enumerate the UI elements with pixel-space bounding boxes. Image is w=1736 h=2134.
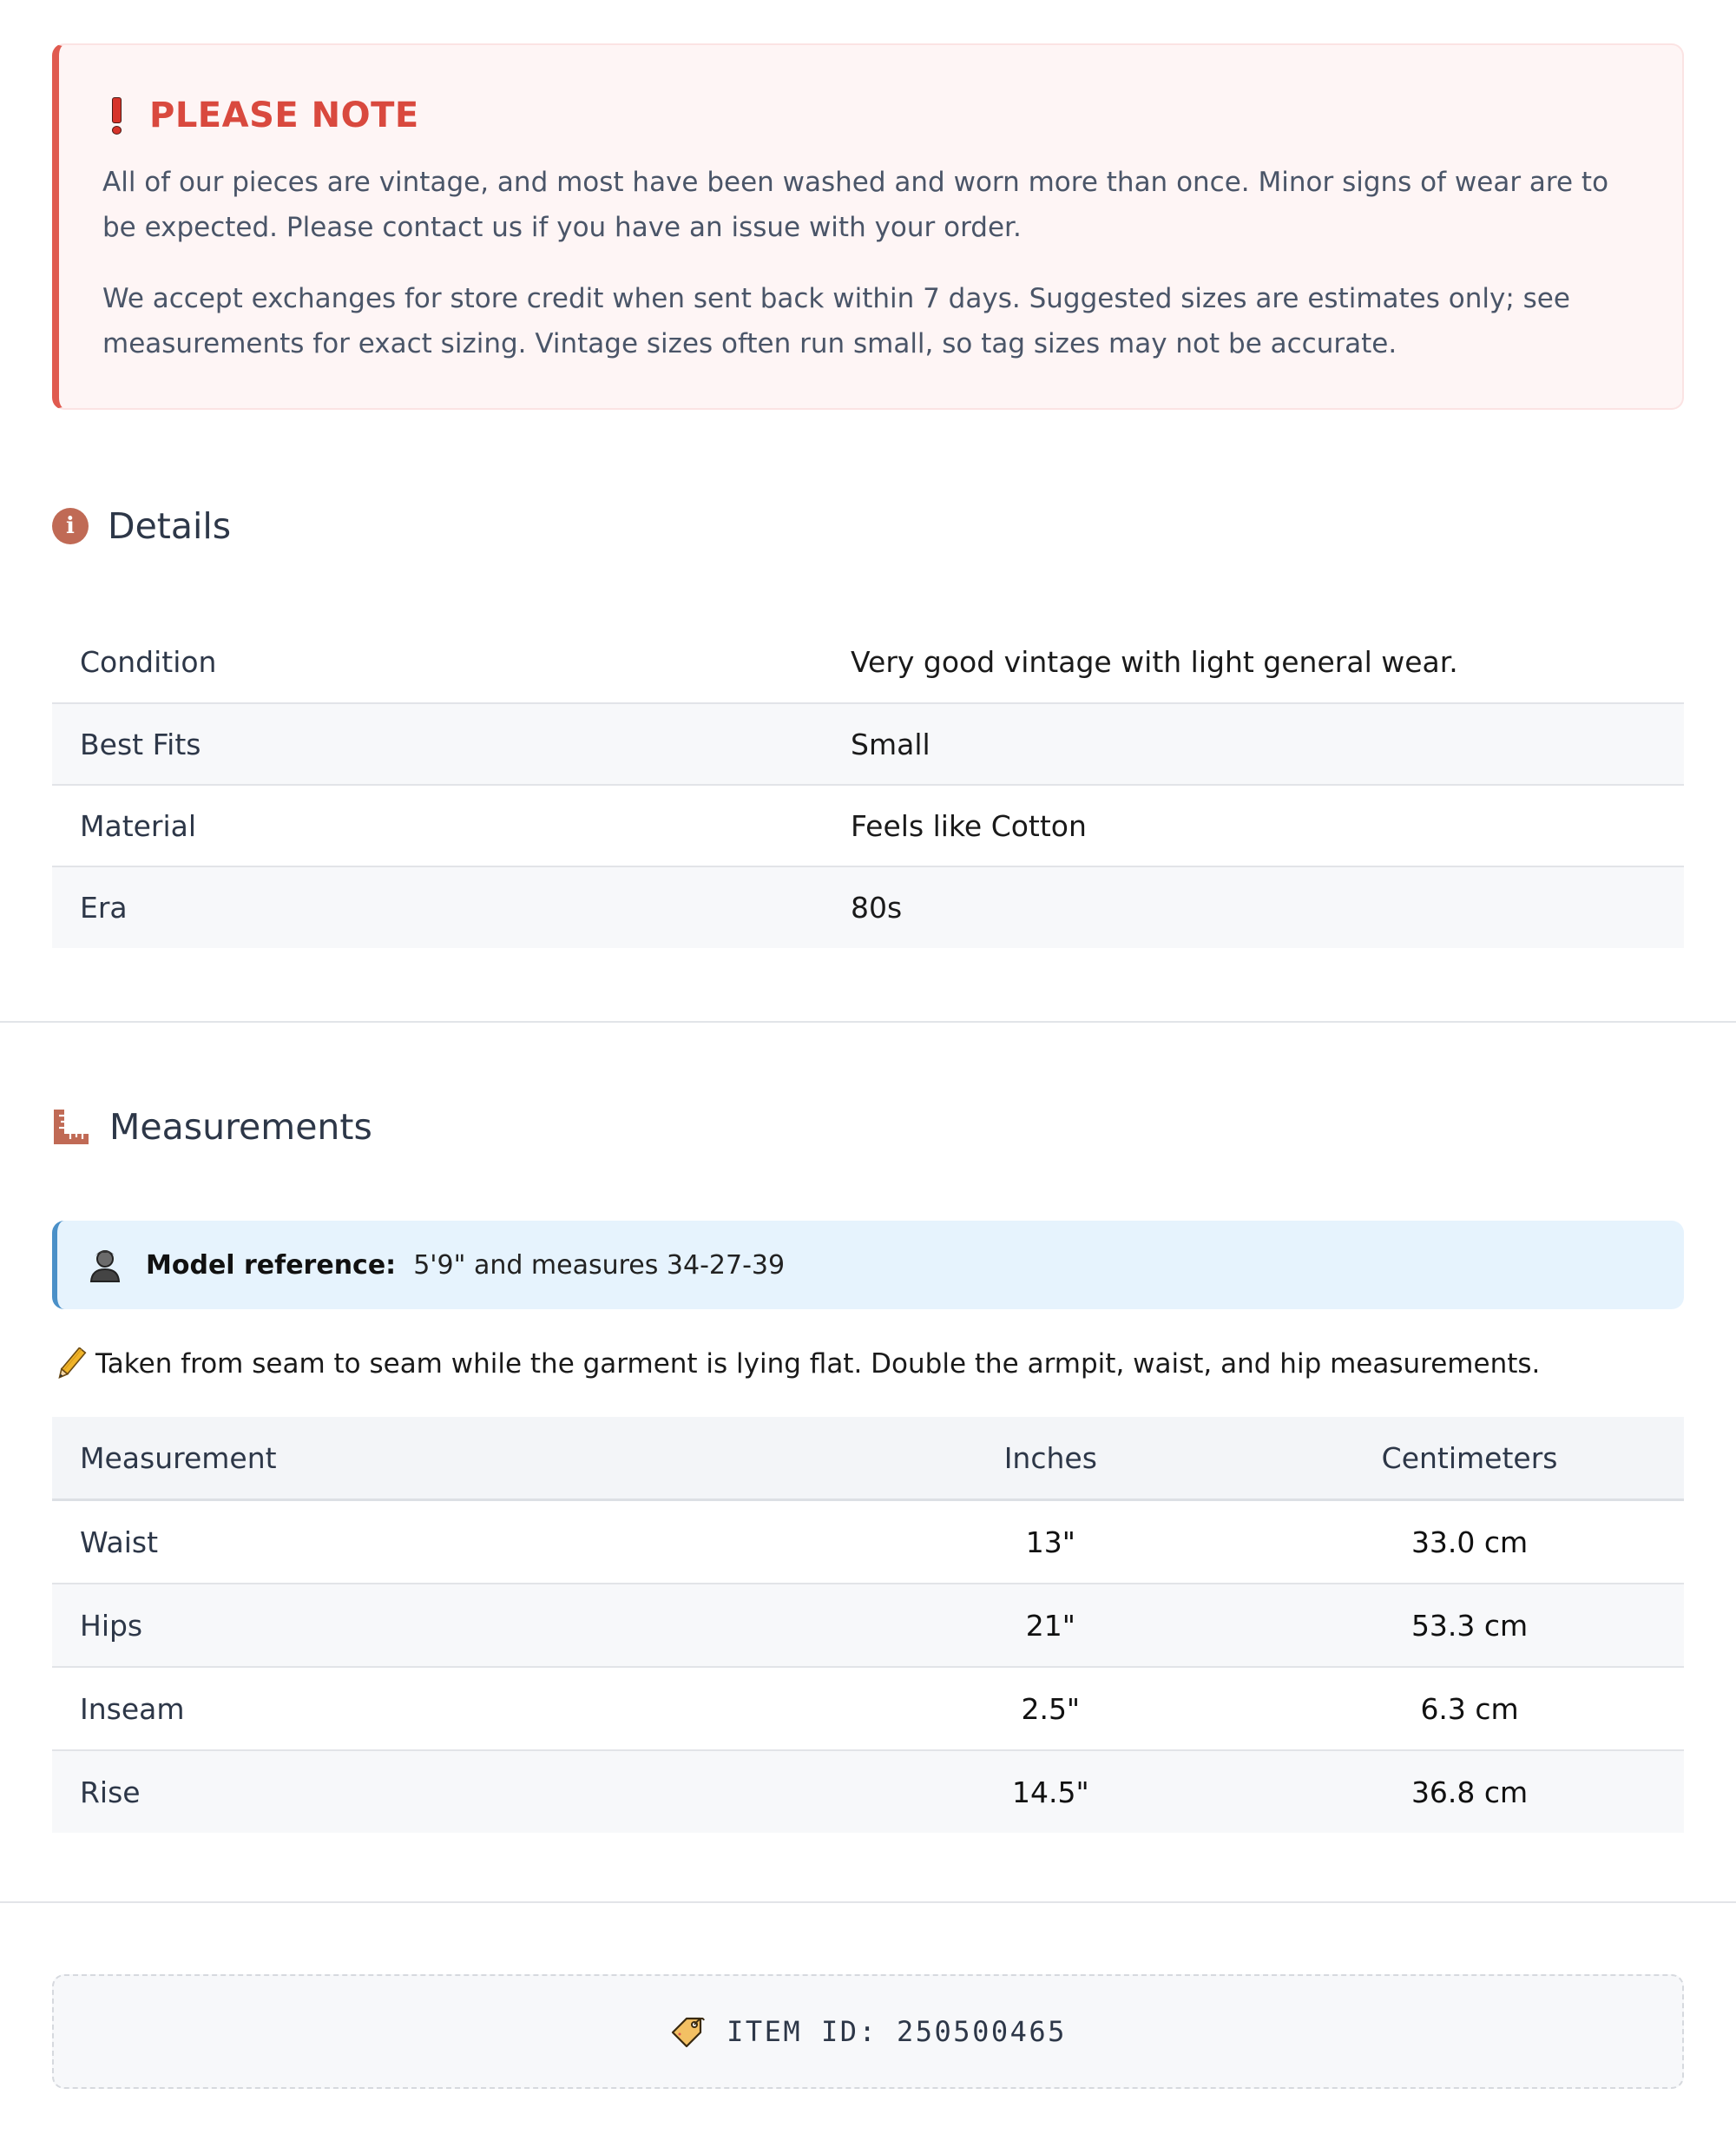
- note-paragraph-2: We accept exchanges for store credit when sent back within 7 days. Suggested sizes are estimates only; see measurements for exact sizing. Vintage sizes often run small, so tag sizes may not be accurate.: [102, 283, 1570, 359]
- measurements-heading-text: Measurements: [109, 1106, 372, 1148]
- measurement-inches: 14.5": [845, 1750, 1255, 1833]
- item-id-box: [52, 1974, 1684, 2089]
- details-heading: [52, 505, 231, 547]
- detail-label: Condition: [52, 622, 785, 703]
- note-paragraph-1: All of our pieces are vintage, and most have been washed and worn more than once. Minor signs of wear are to be expected. Please contact us if you have an issue with your order.: [102, 167, 1609, 243]
- section-divider: [0, 1021, 1736, 1023]
- table-header-row: [52, 1417, 1684, 1500]
- column-header: Inches: [845, 1417, 1255, 1500]
- model-reference-label: Model reference:: [146, 1249, 397, 1281]
- measurement-inches: 2.5": [845, 1667, 1255, 1750]
- details-heading-text: Details: [108, 505, 232, 547]
- item-id-text: ITEM ID: 250500465: [727, 2015, 1067, 2048]
- table-row: [52, 622, 1684, 703]
- measurement-name: Rise: [52, 1750, 845, 1833]
- detail-label: Best Fits: [52, 703, 785, 785]
- detail-value: Very good vintage with light general wear.: [785, 622, 1684, 703]
- measurement-cm: 36.8 cm: [1255, 1750, 1684, 1833]
- detail-value: Feels like Cotton: [785, 785, 1684, 866]
- detail-label: Era: [52, 866, 785, 948]
- model-reference-value: 5'9" and measures 34-27-39: [413, 1249, 786, 1281]
- column-header: Measurement: [52, 1417, 845, 1500]
- measurement-inches: 13": [845, 1500, 1255, 1584]
- detail-value: Small: [785, 703, 1684, 785]
- detail-label: Material: [52, 785, 785, 866]
- table-row: [52, 1500, 1684, 1584]
- section-divider: [0, 1901, 1736, 1903]
- exclamation-icon: [108, 97, 125, 135]
- details-table: [52, 622, 1684, 948]
- model-reference-box: [52, 1221, 1684, 1309]
- person-icon: [89, 1248, 122, 1282]
- detail-value: 80s: [785, 866, 1684, 948]
- pencil-icon: [54, 1347, 87, 1380]
- info-icon: i: [52, 508, 89, 544]
- measurement-cm: 33.0 cm: [1255, 1500, 1684, 1584]
- table-row: [52, 785, 1684, 866]
- table-row: [52, 1667, 1684, 1750]
- table-row: [52, 866, 1684, 948]
- table-row: [52, 703, 1684, 785]
- ruler-icon: [52, 1108, 90, 1146]
- measurements-heading: [52, 1106, 372, 1148]
- seam-note-text: Taken from seam to seam while the garment is lying flat. Double the armpit, waist, and hip measurements.: [95, 1348, 1541, 1380]
- measurement-cm: 53.3 cm: [1255, 1584, 1684, 1667]
- measurement-name: Waist: [52, 1500, 845, 1584]
- note-header: [102, 94, 1630, 137]
- measurement-inches: 21": [845, 1584, 1255, 1667]
- seam-note: [54, 1347, 1540, 1380]
- note-title: PLEASE NOTE: [149, 96, 419, 135]
- table-row: [52, 1750, 1684, 1833]
- measurements-table: [52, 1417, 1684, 1833]
- tag-icon: [669, 2013, 706, 2050]
- measurement-name: Hips: [52, 1584, 845, 1667]
- measurement-cm: 6.3 cm: [1255, 1667, 1684, 1750]
- column-header: Centimeters: [1255, 1417, 1684, 1500]
- please-note-box: [52, 43, 1684, 410]
- measurement-name: Inseam: [52, 1667, 845, 1750]
- table-row: [52, 1584, 1684, 1667]
